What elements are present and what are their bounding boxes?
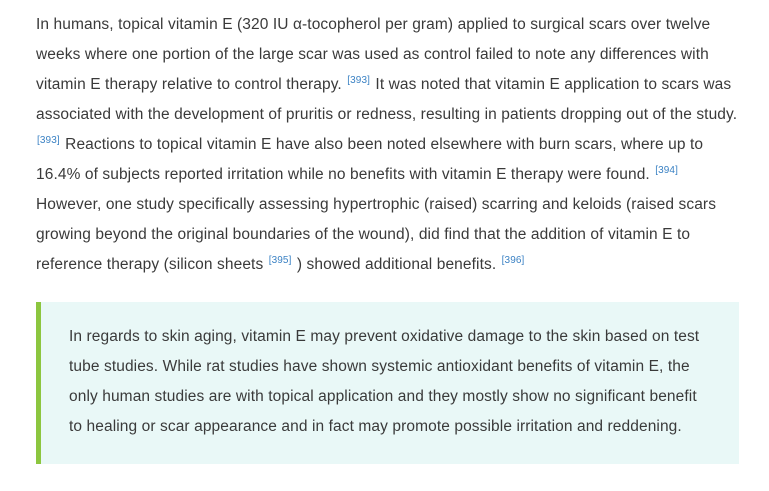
citation-link[interactable]: [393]: [37, 134, 60, 146]
paragraph-text: Reactions to topical vitamin E have also been noted elsewhere with burn scars, where up to 16.4% of subjects reported irritation while no benefits with vitamin E therapy were found.: [36, 136, 704, 183]
citation-link[interactable]: [394]: [655, 164, 678, 176]
paragraph-text: In humans, topical vitamin E (320 IU α-tocopherol per gram) applied to surgical scars over twelve weeks where one portion of the large scar was used as control failed to note any differences with vitamin E therapy relative to control therapy.: [36, 16, 711, 93]
citation-link[interactable]: [393]: [347, 74, 370, 86]
citation-link[interactable]: [395]: [268, 254, 292, 266]
citation-link[interactable]: [396]: [501, 254, 525, 266]
summary-callout: [36, 302, 739, 464]
main-paragraph: [36, 10, 739, 280]
paragraph-text: However, one study specifically assessing hypertrophic (raised) scarring and keloids (raised scars growing beyond the original boundaries of the wound), did find that the addition of vitamin E to reference therapy (silicon sheets: [36, 196, 717, 273]
paragraph-text: ) showed additional benefits.: [292, 256, 501, 273]
paragraph-text: It was noted that vitamin E application to scars was associated with the development of pruritis or redness, resulting in patients dropping out of the study.: [36, 76, 738, 123]
summary-callout-text: In regards to skin aging, vitamin E may prevent oxidative damage to the skin based on test tube studies. While rat studies have shown systemic antioxidant benefits of vitamin E, the only human studies are with topical application and they mostly show no significant benefit to healing or scar appearance and in fact may promote possible irritation and reddening.: [69, 328, 700, 435]
